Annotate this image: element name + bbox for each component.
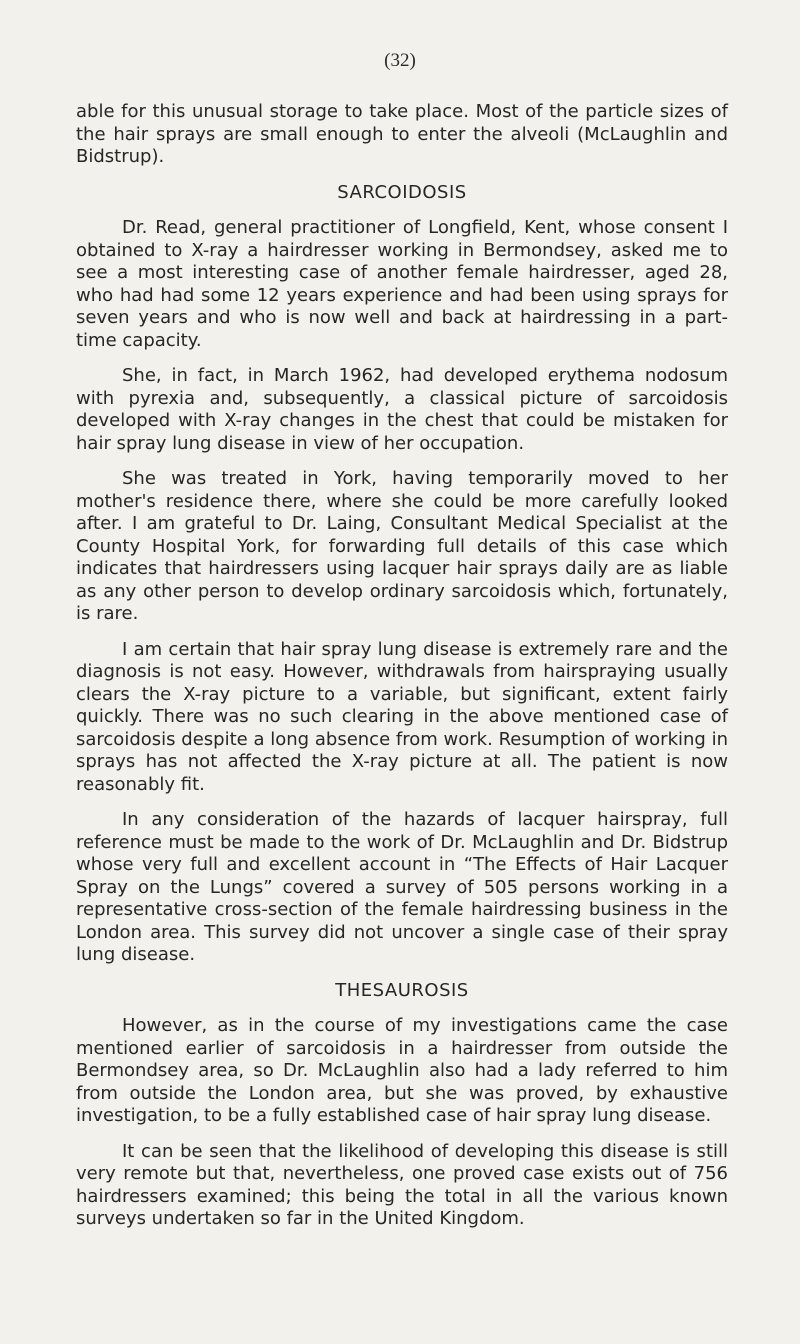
paragraph-mclaughlin-bidstrup: In any consideration of the hazards of lacquer hairspray, full reference must be made to the work of Dr. McLaughlin and Dr. Bidstrup whose very full and excellent account in “The Effects of Hair Lacquer Spray on the Lungs” covered a survey of 505 persons working in a representative cross-section of the female hairdressing business in the London area. This survey did not uncover a single case of their spray lung disease. (76, 809, 728, 965)
paragraph-dr-read: Dr. Read, general practitioner of Longfield, Kent, whose consent I obtained to X-ray a hairdresser working in Bermondsey, asked me to see a most interesting case of another female hairdresser, aged 28, who had had some 12 years experience and had been using sprays for seven years and who is now well and back at hairdressing in a part-time capacity. (76, 217, 728, 351)
body-text (76, 101, 728, 1244)
section-heading-sarcoidosis: SARCOIDOSIS (337, 181, 467, 203)
paragraph-continuation: able for this unusual storage to take place. Most of the particle sizes of the hair sprays are small enough to enter the alveoli (McLaughlin and Bidstrup). (76, 101, 728, 167)
section-heading-thesaurosis: THESAUROSIS (335, 979, 469, 1001)
paragraph-rare-diagnosis: I am certain that hair spray lung disease is extremely rare and the diagnosis is not easy. However, withdrawals from hairspraying usually clears the X-ray picture to a variable, but significant, extent fairly quickly. There was no such clearing in the above mentioned case of sarcoidosis despite a long absence from work. Resumption of working in sprays has not affected the X-ray picture at all. The patient is now reasonably fit. (76, 638, 728, 795)
paragraph-erythema: She, in fact, in March 1962, had developed erythema nodosum with pyrexia and, subsequently, a classical picture of sarcoidosis developed with X-ray changes in the chest that could be mistaken for hair spray lung disease in view of her occupation. (76, 365, 728, 454)
paragraph-york: She was treated in York, having temporarily moved to her mother's residence there, where she could be more carefully looked after. I am grateful to Dr. Laing, Consultant Medical Specialist at the County Hospital York, for forwarding full details of this case which indicates that hairdressers using lacquer hair sprays daily are as liable as any other person to develop ordinary sarcoidosis which, fortunately, is rare. (76, 468, 728, 624)
paragraph-conclusion: It can be seen that the likelihood of developing this disease is still very remote but that, nevertheless, one proved case exists out of 756 hairdressers examined; this being the total in all the various known surveys undertaken so far in the United Kingdom. (76, 1140, 728, 1229)
paragraph-referred-case: However, as in the course of my investigations came the case mentioned earlier of sarcoidosis in a hairdresser from outside the Bermondsey area, so Dr. McLaughlin also had a lady referred to him from outside the London area, but she was proved, by exhaustive investigation, to be a fully established case of hair spray lung disease. (76, 1015, 728, 1126)
page-number: (32) (384, 50, 416, 71)
